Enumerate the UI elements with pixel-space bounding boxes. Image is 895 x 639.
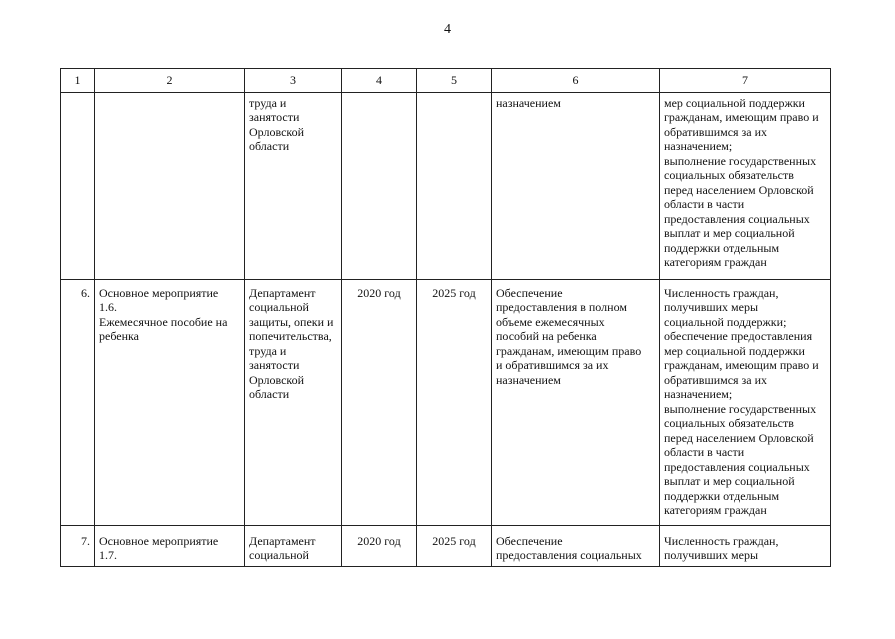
header-col-1: 1 <box>61 69 95 93</box>
row-number: 6. <box>61 279 95 525</box>
header-col-5: 5 <box>417 69 492 93</box>
executor: труда и занятости Орловской области <box>245 92 342 279</box>
page-number: 4 <box>444 22 451 37</box>
indicators: мер социальной поддержки гражданам, имеющим право и обратившимся за их назначением; выполнение государственных социальных обязательств перед населением Орловской области в части предоставления социальных выплат и мер социальной поддержки отдельным категориям граждан <box>660 92 831 279</box>
start-year <box>342 92 417 279</box>
header-col-6: 6 <box>492 69 660 93</box>
end-year <box>417 92 492 279</box>
expected-result: назначением <box>492 92 660 279</box>
program-activities-table <box>60 68 831 567</box>
header-col-7: 7 <box>660 69 831 93</box>
expected-result: Обеспечение предоставления социальных <box>492 525 660 566</box>
end-year: 2025 год <box>417 279 492 525</box>
event-name <box>95 92 245 279</box>
indicators: Численность граждан, получивших меры <box>660 525 831 566</box>
start-year: 2020 год <box>342 279 417 525</box>
start-year: 2020 год <box>342 525 417 566</box>
table-row <box>61 525 831 566</box>
header-row <box>61 69 831 93</box>
indicators: Численность граждан, получивших меры социальной поддержки; обеспечение предоставления мер социальной поддержки гражданам, имеющим право и обратившимся за их назначением; выполнение государственных социальных обязательств перед населением Орловской области в части предоставления социальных выплат и мер социальной поддержки отдельным категориям граждан <box>660 279 831 525</box>
row-number <box>61 92 95 279</box>
event-name: Основное мероприятие 1.6. Ежемесячное пособие на ребенка <box>95 279 245 525</box>
expected-result: Обеспечение предоставления в полном объеме ежемесячных пособий на ребенка гражданам, имеющим право и обратившимся за их назначением <box>492 279 660 525</box>
executor: Департамент социальной защиты, опеки и попечительства, труда и занятости Орловской области <box>245 279 342 525</box>
table-row <box>61 92 831 279</box>
table-row <box>61 279 831 525</box>
end-year: 2025 год <box>417 525 492 566</box>
header-col-2: 2 <box>95 69 245 93</box>
header-col-4: 4 <box>342 69 417 93</box>
row-number: 7. <box>61 525 95 566</box>
executor: Департамент социальной <box>245 525 342 566</box>
header-col-3: 3 <box>245 69 342 93</box>
event-name: Основное мероприятие 1.7. <box>95 525 245 566</box>
